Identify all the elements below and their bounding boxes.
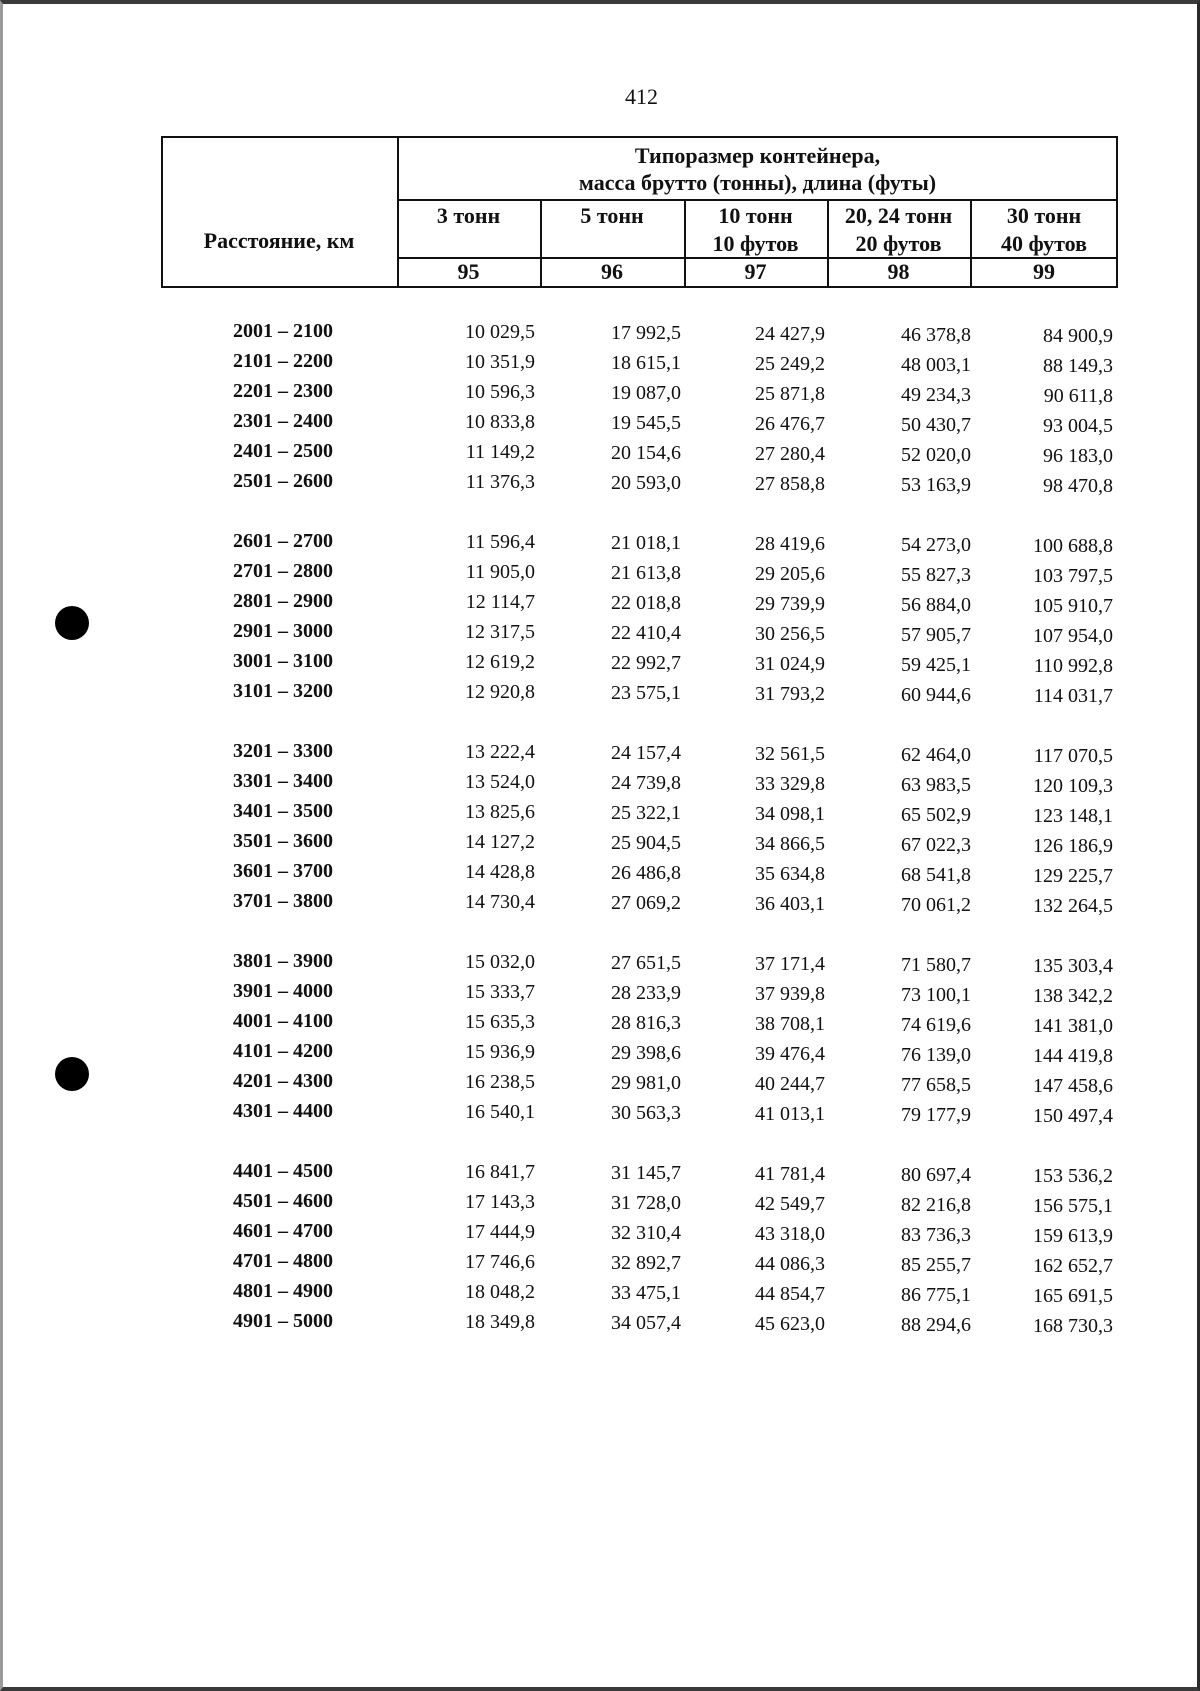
distance-range: 2801 – 2900	[233, 590, 333, 612]
tariff-value: 29 205,6	[755, 563, 825, 585]
tariff-value: 26 476,7	[755, 413, 825, 435]
table-row	[3, 320, 1200, 350]
tariff-value: 25 904,5	[611, 832, 681, 854]
table-row	[3, 410, 1200, 440]
table-row	[3, 950, 1200, 980]
tariff-value: 41 013,1	[755, 1103, 825, 1125]
table-row	[3, 740, 1200, 770]
tariff-value: 129 225,7	[1033, 865, 1113, 887]
distance-range: 2701 – 2800	[233, 560, 333, 582]
table-row	[3, 1100, 1200, 1130]
tariff-value: 28 419,6	[755, 533, 825, 555]
tariff-value: 44 854,7	[755, 1283, 825, 1305]
tariff-value: 103 797,5	[1033, 565, 1113, 587]
table-row	[3, 1280, 1200, 1310]
tariff-value: 56 884,0	[901, 594, 971, 616]
page-number: 412	[625, 84, 658, 109]
distance-range: 3401 – 3500	[233, 800, 333, 822]
distance-range: 3901 – 4000	[233, 980, 333, 1002]
tariff-value: 29 398,6	[611, 1042, 681, 1064]
table-row	[3, 650, 1200, 680]
distance-range: 2101 – 2200	[233, 350, 333, 372]
tariff-value: 80 697,4	[901, 1164, 971, 1186]
tariff-value: 126 186,9	[1033, 835, 1113, 857]
tariff-value: 141 381,0	[1033, 1015, 1113, 1037]
distance-range: 4201 – 4300	[233, 1070, 333, 1092]
table-row	[3, 1310, 1200, 1340]
tariff-value: 27 280,4	[755, 443, 825, 465]
tariff-value: 120 109,3	[1033, 775, 1113, 797]
tariff-value: 16 841,7	[465, 1161, 535, 1183]
distance-range: 3801 – 3900	[233, 950, 333, 972]
distance-range: 4801 – 4900	[233, 1280, 333, 1302]
tariff-value: 117 070,5	[1033, 745, 1113, 767]
table-row	[3, 1010, 1200, 1040]
tariff-value: 54 273,0	[901, 534, 971, 556]
tariff-value: 26 486,8	[611, 862, 681, 884]
column-number: 96	[601, 259, 623, 284]
table-row	[3, 530, 1200, 560]
tariff-value: 37 939,8	[755, 983, 825, 1005]
header-divider	[397, 199, 1118, 201]
distance-header-cell	[161, 136, 399, 288]
tariff-value: 32 561,5	[755, 743, 825, 765]
tariff-value: 41 781,4	[755, 1163, 825, 1185]
tariff-value: 36 403,1	[755, 893, 825, 915]
table-row	[3, 380, 1200, 410]
tariff-value: 13 825,6	[465, 801, 535, 823]
table-row	[3, 620, 1200, 650]
tariff-value: 53 163,9	[901, 474, 971, 496]
distance-range: 3101 – 3200	[233, 680, 333, 702]
tariff-value: 22 410,4	[611, 622, 681, 644]
distance-range: 4301 – 4400	[233, 1100, 333, 1122]
tariff-value: 74 619,6	[901, 1014, 971, 1036]
tariff-value: 132 264,5	[1033, 895, 1113, 917]
tariff-value: 135 303,4	[1033, 955, 1113, 977]
distance-range: 4401 – 4500	[233, 1160, 333, 1182]
distance-range: 2601 – 2700	[233, 530, 333, 552]
tariff-value: 50 430,7	[901, 414, 971, 436]
table-row	[3, 1220, 1200, 1250]
tariff-value: 13 524,0	[465, 771, 535, 793]
tariff-value: 90 611,8	[1043, 385, 1113, 407]
table-row	[3, 830, 1200, 860]
tariff-value: 48 003,1	[901, 354, 971, 376]
tariff-value: 15 032,0	[465, 951, 535, 973]
tariff-value: 110 992,8	[1033, 655, 1113, 677]
tariff-value: 10 029,5	[465, 321, 535, 343]
tariff-value: 31 793,2	[755, 683, 825, 705]
tariff-value: 63 983,5	[901, 774, 971, 796]
tariff-value: 168 730,3	[1033, 1315, 1113, 1337]
tariff-value: 14 428,8	[465, 861, 535, 883]
tariff-value: 30 563,3	[611, 1102, 681, 1124]
column-number: 99	[1033, 259, 1055, 284]
column-header: 5 тонн	[580, 203, 644, 228]
tariff-value: 96 183,0	[1043, 445, 1113, 467]
tariff-value: 28 816,3	[611, 1012, 681, 1034]
tariff-value: 18 349,8	[465, 1311, 535, 1333]
table-row	[3, 1160, 1200, 1190]
tariff-value: 123 148,1	[1033, 805, 1113, 827]
tariff-value: 31 024,9	[755, 653, 825, 675]
tariff-value: 19 087,0	[611, 382, 681, 404]
distance-range: 2001 – 2100	[233, 320, 333, 342]
tariff-value: 162 652,7	[1033, 1255, 1113, 1277]
distance-range: 3001 – 3100	[233, 650, 333, 672]
distance-range: 3701 – 3800	[233, 890, 333, 912]
table-row	[3, 800, 1200, 830]
column-header: 10 тонн 10 футов	[712, 203, 799, 256]
tariff-value: 25 249,2	[755, 353, 825, 375]
tariff-value: 12 920,8	[465, 681, 535, 703]
tariff-value: 13 222,4	[465, 741, 535, 763]
tariff-value: 105 910,7	[1033, 595, 1113, 617]
column-number: 95	[457, 259, 480, 284]
tariff-value: 19 545,5	[611, 412, 681, 434]
tariff-value: 65 502,9	[901, 804, 971, 826]
table-row	[3, 980, 1200, 1010]
tariff-value: 85 255,7	[901, 1254, 971, 1276]
tariff-value: 15 936,9	[465, 1041, 535, 1063]
tariff-value: 25 322,1	[611, 802, 681, 824]
table-row	[3, 470, 1200, 500]
tariff-value: 11 149,2	[465, 441, 535, 463]
tariff-value: 33 329,8	[755, 773, 825, 795]
tariff-value: 67 022,3	[901, 834, 971, 856]
tariff-value: 88 294,6	[901, 1314, 971, 1336]
table-row	[3, 1190, 1200, 1220]
tariff-value: 27 858,8	[755, 473, 825, 495]
distance-range: 2901 – 3000	[233, 620, 333, 642]
tariff-value: 14 730,4	[465, 891, 535, 913]
distance-range: 3301 – 3400	[233, 770, 333, 792]
tariff-value: 17 444,9	[465, 1221, 535, 1243]
tariff-value: 83 736,3	[901, 1224, 971, 1246]
tariff-value: 45 623,0	[755, 1313, 825, 1335]
distance-range: 2301 – 2400	[233, 410, 333, 432]
tariff-value: 17 143,3	[465, 1191, 535, 1213]
column-header: 30 тонн 40 футов	[1000, 203, 1088, 256]
tariff-value: 15 333,7	[465, 981, 535, 1003]
tariff-value: 24 157,4	[611, 742, 681, 764]
tariff-value: 31 728,0	[611, 1192, 681, 1214]
table-row	[3, 680, 1200, 710]
table-row	[3, 1040, 1200, 1070]
tariff-value: 60 944,6	[901, 684, 971, 706]
table-row	[3, 890, 1200, 920]
tariff-value: 49 234,3	[901, 384, 971, 406]
distance-range: 4101 – 4200	[233, 1040, 333, 1062]
tariff-value: 39 476,4	[755, 1043, 825, 1065]
table-row	[3, 560, 1200, 590]
tariff-value: 46 378,8	[901, 324, 971, 346]
table-row	[3, 350, 1200, 380]
tariff-value: 11 596,4	[465, 531, 535, 553]
tariff-value: 159 613,9	[1033, 1225, 1113, 1247]
tariff-value: 17 992,5	[611, 322, 681, 344]
distance-range: 4001 – 4100	[233, 1010, 333, 1032]
tariff-value: 32 310,4	[611, 1222, 681, 1244]
tariff-value: 77 658,5	[901, 1074, 971, 1096]
tariff-value: 24 427,9	[755, 323, 825, 345]
distance-range: 4901 – 5000	[233, 1310, 333, 1332]
tariff-value: 68 541,8	[901, 864, 971, 886]
tariff-value: 11 905,0	[465, 561, 535, 583]
tariff-value: 98 470,8	[1043, 475, 1113, 497]
tariff-value: 107 954,0	[1033, 625, 1113, 647]
tariff-value: 14 127,2	[465, 831, 535, 853]
tariff-value: 82 216,8	[901, 1194, 971, 1216]
tariff-value: 144 419,8	[1033, 1045, 1113, 1067]
tariff-value: 55 827,3	[901, 564, 971, 586]
tariff-value: 34 057,4	[611, 1312, 681, 1334]
tariff-value: 10 833,8	[465, 411, 535, 433]
tariff-value: 21 018,1	[611, 532, 681, 554]
distance-range: 2401 – 2500	[233, 440, 333, 462]
tariff-value: 84 900,9	[1043, 325, 1113, 347]
tariff-value: 10 351,9	[465, 351, 535, 373]
tariff-value: 27 069,2	[611, 892, 681, 914]
tariff-value: 35 634,8	[755, 863, 825, 885]
tariff-value: 24 739,8	[611, 772, 681, 794]
tariff-value: 76 139,0	[901, 1044, 971, 1066]
tariff-value: 165 691,5	[1033, 1285, 1113, 1307]
column-header: 20, 24 тонн 20 футов	[844, 203, 953, 256]
tariff-value: 10 596,3	[465, 381, 535, 403]
tariff-value: 22 018,8	[611, 592, 681, 614]
tariff-value: 88 149,3	[1043, 355, 1113, 377]
tariff-value: 18 048,2	[465, 1281, 535, 1303]
distance-column-title: Расстояние, км	[203, 228, 355, 253]
tariff-value: 73 100,1	[901, 984, 971, 1006]
tariff-value: 71 580,7	[901, 954, 971, 976]
tariff-value: 138 342,2	[1033, 985, 1113, 1007]
tariff-value: 30 256,5	[755, 623, 825, 645]
tariff-value: 93 004,5	[1043, 415, 1113, 437]
table-row	[3, 1250, 1200, 1280]
tariff-value: 100 688,8	[1033, 535, 1113, 557]
tariff-value: 42 549,7	[755, 1193, 825, 1215]
column-number: 98	[887, 259, 910, 284]
tariff-value: 43 318,0	[755, 1223, 825, 1245]
tariff-value: 59 425,1	[901, 654, 971, 676]
tariff-value: 86 775,1	[901, 1284, 971, 1306]
table-row	[3, 590, 1200, 620]
tariff-value: 20 593,0	[611, 472, 681, 494]
tariff-value: 18 615,1	[611, 352, 681, 374]
table-row	[3, 770, 1200, 800]
tariff-value: 114 031,7	[1033, 685, 1113, 707]
tariff-value: 31 145,7	[611, 1162, 681, 1184]
tariff-value: 23 575,1	[611, 682, 681, 704]
tariff-value: 33 475,1	[611, 1282, 681, 1304]
tariff-value: 40 244,7	[755, 1073, 825, 1095]
distance-range: 4601 – 4700	[233, 1220, 333, 1242]
tariff-value: 12 114,7	[465, 591, 535, 613]
tariff-value: 153 536,2	[1033, 1165, 1113, 1187]
tariff-value: 11 376,3	[465, 471, 535, 493]
column-header: 3 тонн	[436, 203, 501, 228]
distance-range: 3201 – 3300	[233, 740, 333, 762]
tariff-value: 79 177,9	[901, 1104, 971, 1126]
tariff-value: 22 992,7	[611, 652, 681, 674]
tariff-value: 29 981,0	[611, 1072, 681, 1094]
tariff-value: 12 619,2	[465, 651, 535, 673]
tariff-value: 21 613,8	[611, 562, 681, 584]
tariff-value: 52 020,0	[901, 444, 971, 466]
tariff-value: 44 086,3	[755, 1253, 825, 1275]
distance-range: 2201 – 2300	[233, 380, 333, 402]
tariff-value: 150 497,4	[1033, 1105, 1113, 1127]
distance-range: 4501 – 4600	[233, 1190, 333, 1212]
tariff-value: 38 708,1	[755, 1013, 825, 1035]
tariff-value: 37 171,4	[755, 953, 825, 975]
tariff-value: 32 892,7	[611, 1252, 681, 1274]
column-number: 97	[744, 259, 767, 284]
tariff-value: 28 233,9	[611, 982, 681, 1004]
table-row	[3, 860, 1200, 890]
table-row	[3, 1070, 1200, 1100]
tariff-value: 15 635,3	[465, 1011, 535, 1033]
tariff-value: 57 905,7	[901, 624, 971, 646]
tariff-value: 29 739,9	[755, 593, 825, 615]
tariff-value: 16 238,5	[465, 1071, 535, 1093]
tariff-value: 27 651,5	[611, 952, 681, 974]
tariff-value: 12 317,5	[465, 621, 535, 643]
tariff-value: 16 540,1	[465, 1101, 535, 1123]
distance-range: 4701 – 4800	[233, 1250, 333, 1272]
tariff-value: 25 871,8	[755, 383, 825, 405]
tariff-value: 17 746,6	[465, 1251, 535, 1273]
tariff-value: 62 464,0	[901, 744, 971, 766]
tariff-value: 34 866,5	[755, 833, 825, 855]
tariff-value: 70 061,2	[901, 894, 971, 916]
table-header	[161, 136, 1120, 291]
distance-range: 2501 – 2600	[233, 470, 333, 492]
distance-range: 3601 – 3700	[233, 860, 333, 882]
tariff-value: 20 154,6	[611, 442, 681, 464]
tariff-value: 34 098,1	[755, 803, 825, 825]
table-row	[3, 440, 1200, 470]
tariff-value: 147 458,6	[1033, 1075, 1113, 1097]
tariff-value: 156 575,1	[1033, 1195, 1113, 1217]
distance-range: 3501 – 3600	[233, 830, 333, 852]
container-group-title: Типоразмер контейнера, масса брутто (тонны), длина (футы)	[578, 143, 937, 195]
